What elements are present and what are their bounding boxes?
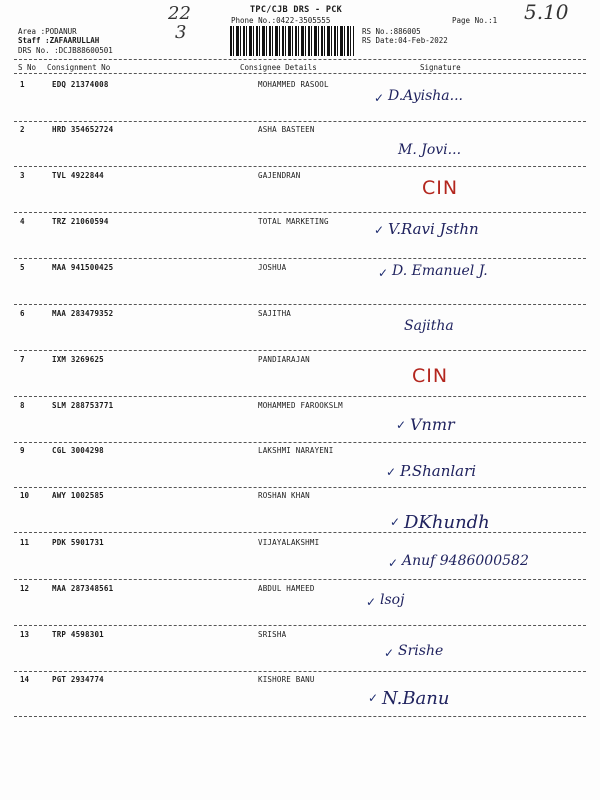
handwritten-note-corner: 5.10: [524, 0, 569, 24]
col-signature: Signature: [420, 63, 461, 72]
consignee-name: KISHORE BANU: [258, 675, 315, 684]
handwritten-note-top-2: 3: [175, 22, 187, 43]
recipient-signature: V.Ravi Jsthn: [388, 220, 479, 238]
checkmark-icon: ✓: [388, 556, 399, 570]
recipient-signature: Anuf 9486000582: [402, 553, 529, 569]
row-number: 4: [20, 217, 25, 226]
consignment-number: MAA 287348561: [52, 584, 114, 593]
recipient-signature: Srishe: [398, 643, 444, 659]
recipient-signature: P.Shanlari: [400, 462, 477, 480]
consignee-name: ASHA BASTEEN: [258, 125, 315, 134]
row-divider: [14, 625, 586, 626]
consignment-number: PDK 5901731: [52, 538, 104, 547]
rs-number: RS No.:886005: [362, 27, 421, 36]
consignee-name: ROSHAN KHAN: [258, 491, 310, 500]
row-divider: [14, 350, 586, 351]
handwritten-note-top: 22: [168, 3, 191, 24]
row-divider: [14, 166, 586, 167]
consignment-number: IXM 3269625: [52, 355, 104, 364]
consignment-number: TVL 4922844: [52, 171, 104, 180]
page-number: Page No.:1: [452, 16, 498, 25]
recipient-signature: M. Jovi...: [398, 142, 462, 158]
rs-date: RS Date:04-Feb-2022: [362, 36, 448, 45]
row-divider: [14, 258, 586, 259]
phone-number: Phone No.:0422-3505555: [231, 16, 331, 25]
row-number: 12: [20, 584, 30, 593]
row-number: 5: [20, 263, 25, 272]
consignee-name: MOHAMMED RASOOL: [258, 80, 329, 89]
consignment-number: MAA 941500425: [52, 263, 114, 272]
consignee-name: MOHAMMED FAROOKSLM: [258, 401, 343, 410]
drs-number: DRS No. :DCJB88600501: [18, 46, 113, 55]
row-divider: [14, 212, 586, 213]
row-divider: [14, 532, 586, 533]
row-number: 9: [20, 446, 25, 455]
recipient-signature: lsoj: [380, 592, 405, 608]
row-number: 3: [20, 171, 25, 180]
row-number: 10: [20, 491, 30, 500]
consignment-number: MAA 283479352: [52, 309, 114, 318]
consignee-name: SAJITHA: [258, 309, 292, 318]
checkmark-icon: ✓: [374, 223, 385, 237]
checkmark-icon: ✓: [386, 465, 397, 479]
row-divider: [14, 716, 586, 717]
consignee-name: ABDUL HAMEED: [258, 584, 315, 593]
checkmark-icon: ✓: [384, 646, 395, 660]
header-rule: [14, 59, 586, 60]
consignee-name: TOTAL MARKETING: [258, 217, 329, 226]
consignee-name: GAJENDRAN: [258, 171, 301, 180]
recipient-signature: D. Emanuel J.: [392, 263, 488, 279]
checkmark-icon: ✓: [374, 91, 385, 105]
row-number: 8: [20, 401, 25, 410]
header-rule-bottom: [14, 73, 586, 74]
row-number: 2: [20, 125, 25, 134]
recipient-signature: Sajitha: [404, 318, 454, 334]
checkmark-icon: ✓: [390, 515, 401, 529]
consignment-number: TRP 4598301: [52, 630, 104, 639]
recipient-signature: CIN: [422, 177, 459, 199]
area-field: Area :PODANUR: [18, 27, 77, 36]
barcode: [230, 26, 354, 56]
row-divider: [14, 579, 586, 580]
recipient-signature: DKhundh: [404, 512, 490, 533]
checkmark-icon: ✓: [378, 266, 389, 280]
row-divider: [14, 671, 586, 672]
consignment-number: CGL 3004298: [52, 446, 104, 455]
recipient-signature: D.Ayisha...: [388, 88, 464, 104]
consignee-name: VIJAYALAKSHMI: [258, 538, 320, 547]
recipient-signature: N.Banu: [382, 688, 450, 709]
consignee-name: PANDIARAJAN: [258, 355, 310, 364]
consignment-number: PGT 2934774: [52, 675, 104, 684]
row-number: 13: [20, 630, 30, 639]
row-divider: [14, 487, 586, 488]
row-number: 11: [20, 538, 30, 547]
consignment-number: HRD 354652724: [52, 125, 114, 134]
sheet-title: TPC/CJB DRS - PCK: [250, 5, 343, 15]
consignment-number: SLM 288753771: [52, 401, 114, 410]
consignee-name: LAKSHMI NARAYENI: [258, 446, 334, 455]
row-divider: [14, 442, 586, 443]
row-divider: [14, 396, 586, 397]
recipient-signature: CIN: [412, 365, 449, 387]
recipient-signature: Vnmr: [410, 415, 455, 434]
col-consignment: Consignment No: [47, 63, 111, 72]
checkmark-icon: ✓: [396, 418, 407, 432]
row-number: 7: [20, 355, 25, 364]
row-number: 14: [20, 675, 30, 684]
col-consignee: Consignee Details: [240, 63, 317, 72]
row-number: 6: [20, 309, 25, 318]
checkmark-icon: ✓: [368, 691, 379, 705]
consignment-number: AWY 1002585: [52, 491, 104, 500]
row-divider: [14, 304, 586, 305]
consignee-name: JOSHUA: [258, 263, 287, 272]
col-sno: S No: [18, 63, 37, 72]
consignment-number: TRZ 21060594: [52, 217, 109, 226]
staff-field: Staff :ZAFAARULLAH: [18, 36, 100, 45]
consignment-number: EDQ 21374008: [52, 80, 109, 89]
row-number: 1: [20, 80, 25, 89]
checkmark-icon: ✓: [366, 595, 377, 609]
row-divider: [14, 121, 586, 122]
consignee-name: SRISHA: [258, 630, 287, 639]
